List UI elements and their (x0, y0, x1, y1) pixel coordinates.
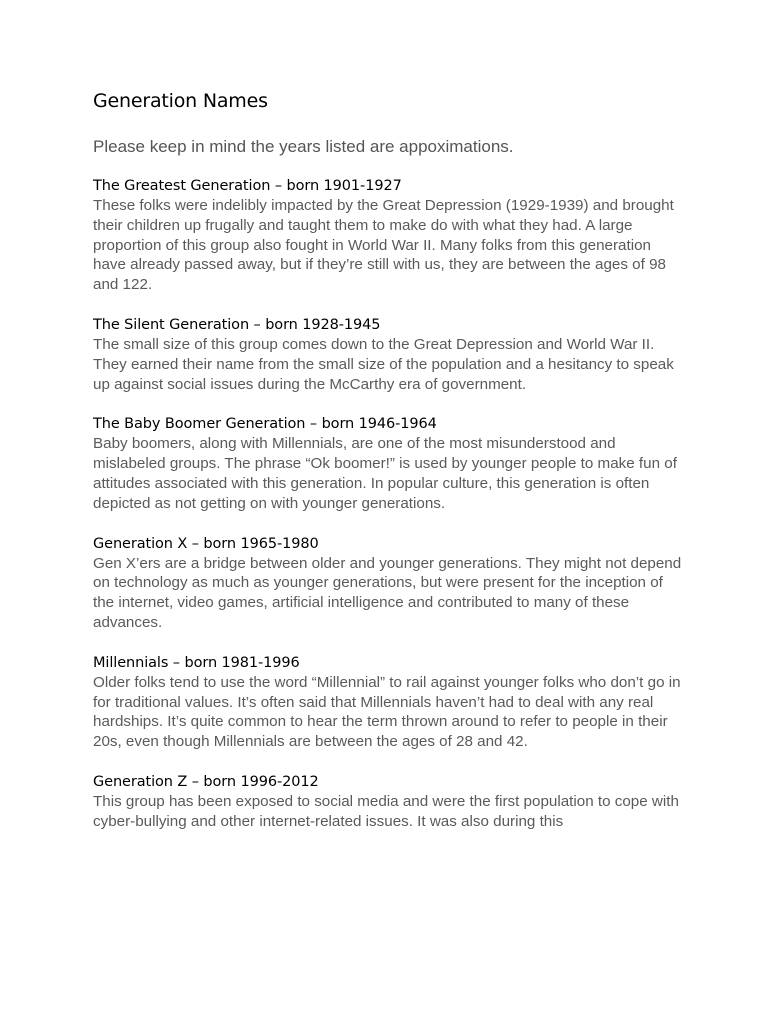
section-body: Baby boomers, along with Millennials, are one of the most misunderstood and mislabeled groups. The phrase “Ok boomer!” is used by younger people to make fun of attitudes associated with this generation. In popular culture, this generation is often depicted as not getting on with younger generations. (93, 435, 677, 512)
document-title: Generation Names (93, 90, 268, 112)
section-heading: The Silent Generation – born 1928-1945 (93, 316, 381, 333)
document-page (93, 88, 683, 852)
section-heading: The Greatest Generation – born 1901-1927 (93, 178, 402, 194)
section-body: Gen X’ers are a bridge between older and younger generations. They might not depend on technology as much as younger generations, but were present for the inception of the internet, video games, artificial intelligence and contributed to many of these advances. (93, 554, 682, 631)
section-body: The small size of this group comes down to the Great Depression and World War II. They earned their name from the small size of the population and a hesitancy to speak up against social issues during the McCarthy era of government. (93, 335, 674, 393)
section-millennials (93, 653, 683, 752)
section-baby-boomer-generation (93, 414, 683, 513)
section-silent-generation (93, 315, 683, 394)
section-generation-x (93, 534, 683, 633)
generation-sections (93, 176, 683, 832)
section-generation-z (93, 772, 683, 832)
section-body: This group has been exposed to social media and were the first population to cope with cyber-bullying and other internet-related issues. It was also during this (93, 792, 679, 830)
section-heading: Millennials – born 1981-1996 (93, 654, 300, 671)
section-body: These folks were indelibly impacted by the Great Depression (1929-1939) and brought their children up frugally and taught them to make do with what they had. A large proportion of this group also fought in World War II. Many folks from this generation have already passed away, but if they’re still with us, they are between the ages of 98 and 122. (93, 197, 674, 294)
intro-note: Please keep in mind the years listed are appoximations. (93, 137, 514, 156)
section-heading: Generation X – born 1965-1980 (93, 535, 319, 552)
section-greatest-generation (93, 176, 683, 295)
section-heading: Generation Z – born 1996-2012 (93, 773, 319, 790)
section-heading: The Baby Boomer Generation – born 1946-1964 (93, 416, 437, 433)
section-body: Older folks tend to use the word “Millennial” to rail against younger folks who don’t go in for traditional values. It’s often said that Millennials haven’t had to deal with any real hardships. It’s quite common to hear the term thrown around to refer to people in their 20s, even though Millennials are between the ages of 28 and 42. (93, 673, 681, 751)
